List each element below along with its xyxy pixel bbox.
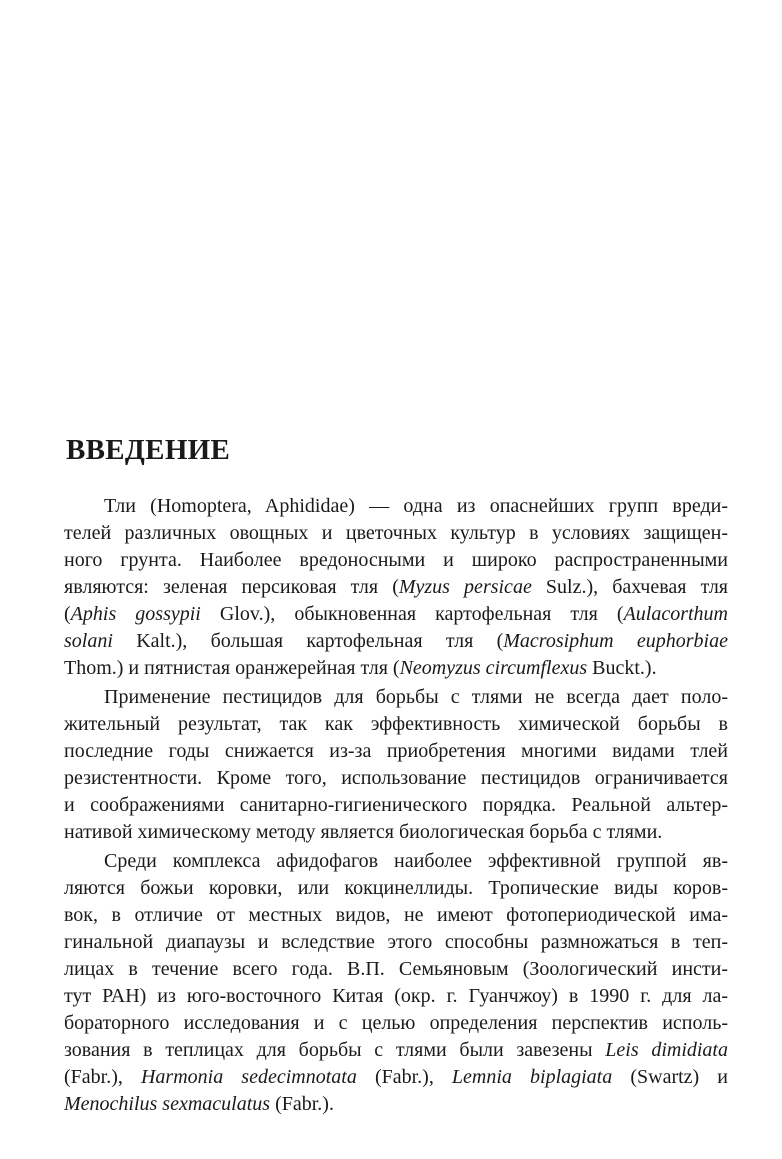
text-line: [64, 875, 728, 902]
text-line: [64, 601, 728, 628]
text-run: ного грунта. Наиболее вредоносными и широко распространенными: [64, 549, 728, 571]
text-run: Glov.), обыкновенная картофельная тля (: [200, 603, 624, 625]
text-run: Среди комплекса афидофагов наиболее эффективной группой яв-: [104, 850, 728, 872]
body-text: [64, 493, 728, 1118]
paragraph: [64, 684, 728, 846]
text-line: [64, 792, 728, 819]
text-run: Buckt.).: [587, 657, 657, 679]
text-run: (: [64, 603, 71, 625]
text-run: телей различных овощных и цветочных культур в условиях защищен-: [64, 522, 728, 544]
text-run: резистентности. Кроме того, использование пестицидов ограничивается: [64, 767, 728, 789]
text-line: [64, 956, 728, 983]
paragraph: [64, 848, 728, 1118]
text-line: [64, 655, 728, 682]
text-line: [64, 848, 728, 875]
text-run: жительный результат, так как эффективность химической борьбы в: [64, 713, 728, 735]
text-line: [64, 819, 728, 846]
text-line: [64, 983, 728, 1010]
species-name: solani: [64, 630, 113, 652]
text-run: ляются божьи коровки, или кокцинеллиды. Тропические виды коров-: [64, 877, 728, 899]
text-run: и соображениями санитарно-гигиенического порядка. Реальной альтер-: [64, 794, 728, 816]
text-run: бораторного исследования и с целью определения перспектив исполь-: [64, 1012, 728, 1034]
species-name: Aulacorthum: [623, 603, 728, 625]
text-line: [64, 547, 728, 574]
text-line: [64, 1037, 728, 1064]
species-name: Macrosiphum euphorbiae: [503, 630, 728, 652]
species-name: Neomyzus circumflexus: [399, 657, 588, 679]
text-run: (Fabr.),: [64, 1066, 141, 1088]
text-line: [64, 1064, 728, 1091]
text-line: [64, 929, 728, 956]
text-run: вок, в отличие от местных видов, не имеют фотопериодической има-: [64, 904, 728, 926]
text-line: [64, 1091, 728, 1118]
text-run: (Fabr.),: [356, 1066, 452, 1088]
species-name: Menochilus sexmaculatus: [64, 1093, 271, 1115]
text-run: Thom.) и пятнистая оранжерейная тля (: [64, 657, 400, 679]
paragraph: [64, 493, 728, 682]
species-name: Lemnia biplagiata: [451, 1066, 613, 1088]
text-line: [64, 520, 728, 547]
text-run: Тли (Homoptera, Aphididae) — одна из опаснейших групп вреди-: [104, 495, 728, 517]
text-run: нативой химическому методу является биологическая борьба с тлями.: [64, 821, 663, 843]
text-run: (Fabr.).: [270, 1093, 334, 1115]
chapter-heading: ВВЕДЕНИЕ: [66, 434, 231, 466]
text-line: [64, 684, 728, 711]
text-run: лицах в течение всего года. В.П. Семьяновым (Зоологический инсти-: [64, 958, 728, 980]
text-run: Kalt.), большая картофельная тля (: [112, 630, 504, 652]
text-line: [64, 574, 728, 601]
text-line: [64, 493, 728, 520]
species-name: Myzus persicae: [398, 576, 532, 598]
text-line: [64, 902, 728, 929]
text-run: гинальной диапаузы и вследствие этого способны размножаться в теп-: [64, 931, 728, 953]
text-run: последние годы снижается из-за приобретения многими видами тлей: [64, 740, 728, 762]
text-line: [64, 738, 728, 765]
species-name: Harmonia sedecimnotata: [140, 1066, 357, 1088]
species-name: Aphis gossypii: [70, 603, 201, 625]
text-run: являются: зеленая персиковая тля (: [64, 576, 399, 598]
text-run: зования в теплицах для борьбы с тлями были завезены: [64, 1039, 606, 1061]
text-run: Применение пестицидов для борьбы с тлями не всегда дает поло-: [104, 686, 728, 708]
text-run: (Swartz) и: [612, 1066, 728, 1088]
species-name: Leis dimidiata: [605, 1039, 728, 1061]
text-line: [64, 1010, 728, 1037]
text-line: [64, 711, 728, 738]
text-run: Sulz.), бахчевая тля: [531, 576, 728, 598]
text-line: [64, 628, 728, 655]
text-line: [64, 765, 728, 792]
text-run: тут РАН) из юго-восточного Китая (окр. г. Гуанчжоу) в 1990 г. для ла-: [64, 985, 728, 1007]
